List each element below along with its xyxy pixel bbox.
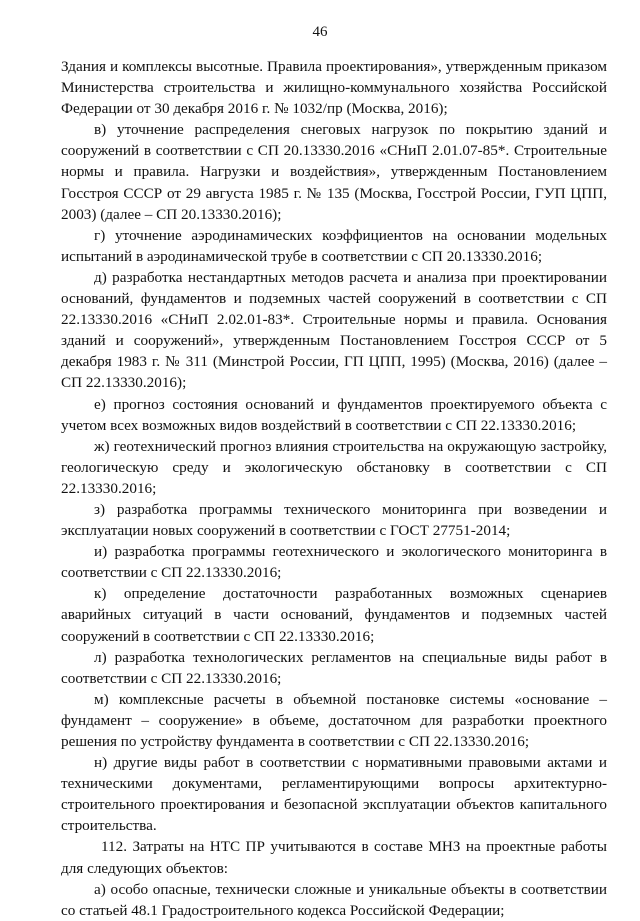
list-item-d: д) разработка нестандартных методов расчета и анализа при проектировании оснований, фундаментов и подземных частей сооружений в соответствии с СП 22.13330.2016 «СНиП 2.02.01-83*. Строительные нормы и правила. Основания зданий и сооружений», утвержденным Постановлением Госстроя СССР от 5 декабря 1983 г. № 311 (Минстрой России, ГП ЦПП, 1995) (Москва, 2016) (далее – СП 22.13330.2016); — [61, 268, 607, 392]
list-item-a: а) особо опасные, технически сложные и уникальные объекты в соответствии со статьей 48.1 Градостроительного кодекса Российской Федерации; — [61, 880, 607, 919]
paragraph-continuation: Здания и комплексы высотные. Правила проектирования», утвержденным приказом Министерства строительства и жилищно-коммунального хозяйства Российской Федерации от 30 декабря 2016 г. № 1032/пр (Москва, 2016); — [61, 58, 607, 118]
list-item-v: в) уточнение распределения снеговых нагрузок по покрытию зданий и сооружений в соответствии с СП 20.13330.2016 «СНиП 2.01.07-85*. Строительные нормы и правила. Нагрузки и воздействия», утвержденным Постановлением Госстроя СССР от 29 августа 1985 г. № 135 (Москва, Госстрой России, ГУП ЦПП, 2003) (далее – СП 20.13330.2016); — [61, 121, 607, 223]
list-item-g: г) уточнение аэродинамических коэффициентов на основании модельных испытаний в аэродинамической трубе в соответствии с СП 20.13330.2016; — [61, 226, 607, 265]
list-item-e: е) прогноз состояния оснований и фундаментов проектируемого объекта с учетом всех возможных видов воздействий в соответствии с СП 22.13330.2016; — [61, 395, 607, 434]
list-item-l: л) разработка технологических регламентов на специальные виды работ в соответствии с СП 22.13330.2016; — [61, 648, 607, 687]
list-item-z: з) разработка программы технического мониторинга при возведении и эксплуатации новых сооружений в соответствии с ГОСТ 27751-2014; — [61, 500, 607, 540]
list-item-zh: ж) геотехнический прогноз влияния строительства на окружающую застройку, геологическую среду и экологическую обстановку в соответствии с СП 22.13330.2016; — [61, 437, 607, 497]
list-item-n: н) другие виды работ в соответствии с нормативными правовыми актами и техническими документами, регламентирующими вопросы архитектурно-строительного проектирования и безопасной эксплуатации объектов капитального строительства. — [61, 754, 607, 835]
page-number: 46 — [312, 24, 328, 40]
document-body — [61, 56, 607, 921]
list-item-k: к) определение достаточности разработанных возможных сценариев аварийных ситуаций в части оснований, фундаментов и подземных частей сооружений в соответствии с СП 22.13330.2016; — [61, 585, 607, 645]
list-item-i: и) разработка программы геотехнического и экологического мониторинга в соответствии с СП 22.13330.2016; — [61, 543, 607, 582]
section-112: 112. Затраты на НТС ПР учитываются в составе МНЗ на проектные работы для следующих объектов: — [61, 838, 607, 877]
list-item-m: м) комплексные расчеты в объемной постановке системы «основание – фундамент – сооружение» в объеме, достаточном для разработки проектного решения по устройству фундамента в соответствии с СП 22.13330.2016; — [61, 690, 607, 750]
